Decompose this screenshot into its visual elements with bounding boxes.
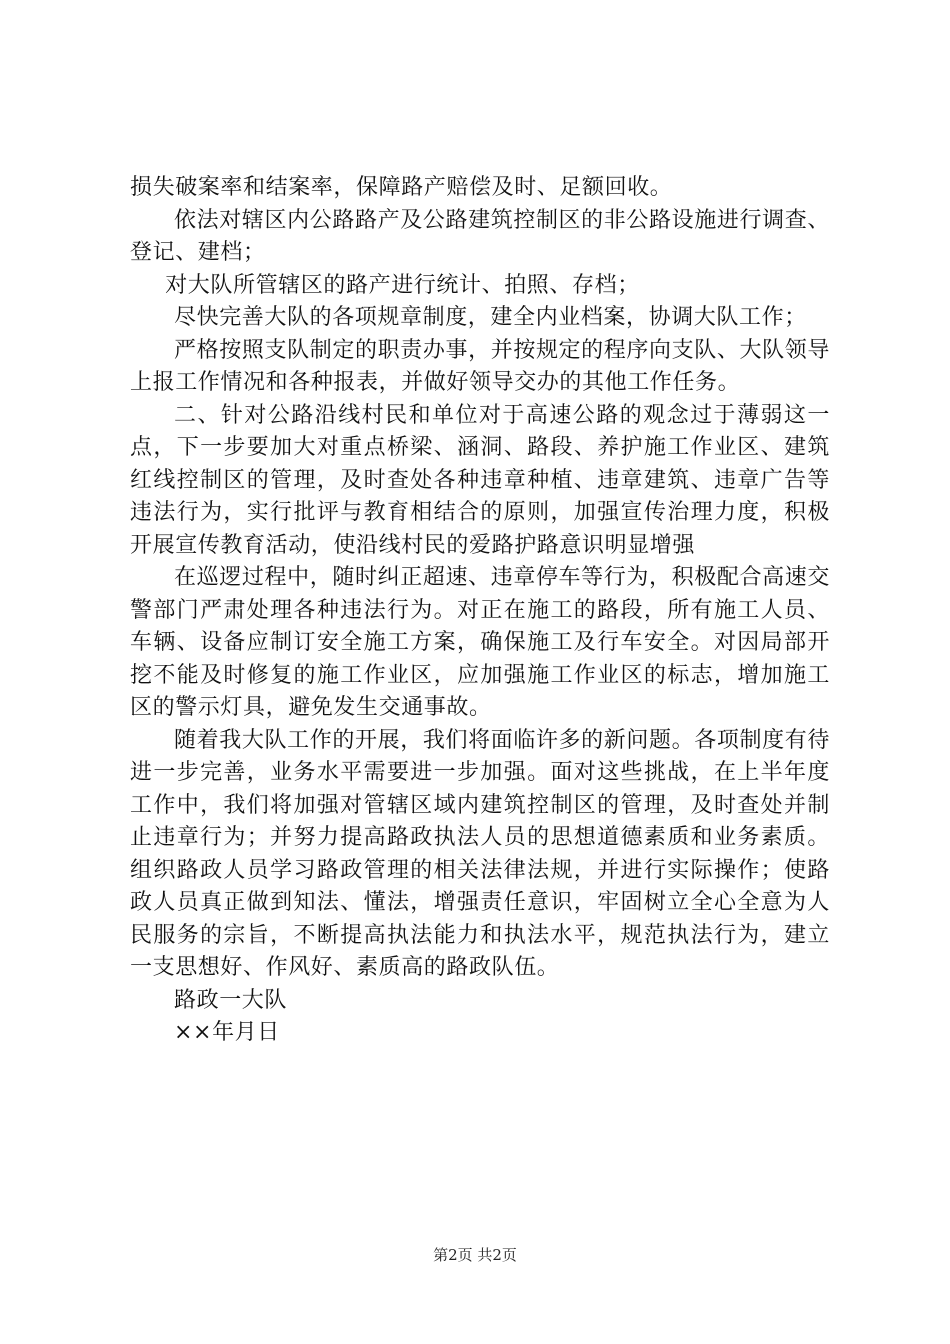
paragraph-2: 依法对辖区内公路路产及公路建筑控制区的非公路设施进行调查、登记、建档； xyxy=(130,207,830,265)
paragraph-5: 严格按照支队制定的职责办事，并按规定的程序向支队、大队领导上报工作情况和各种报表，并做好领导交办的其他工作任务。 xyxy=(130,337,830,395)
paragraph-3: 对大队所管辖区的路产进行统计、拍照、存档； xyxy=(165,272,640,298)
page-footer: 第2页 共2页 xyxy=(433,1246,517,1264)
signature: 路政一大队 xyxy=(174,987,288,1013)
paragraph-8: 随着我大队工作的开展，我们将面临许多的新问题。各项制度有待进一步完善，业务水平需要进一步加强。面对这些挑战，在上半年度工作中，我们将加强对管辖区域内建筑控制区的管理，及时查处并制止违章行为；并努力提高路政执法人员的思想道德素质和业务素质。组织路政人员学习路政管理的相关法律法规，并进行实际操作；使路政人员真正做到知法、懂法，增强责任意识，牢固树立全心全意为人民服务的宗旨，不断提高执法能力和执法水平，规范执法行为，建立一支思想好、作风好、素质高的路政队伍。 xyxy=(130,727,830,980)
paragraph-4: 尽快完善大队的各项规章制度，建全内业档案，协调大队工作； xyxy=(174,305,807,330)
paragraph-6: 二、针对公路沿线村民和单位对于高速公路的观念过于薄弱这一点，下一步要加大对重点桥梁、涵洞、路段、养护施工作业区、建筑红线控制区的管理，及时查处各种违章种植、违章建筑、违章广告等违法行为，实行批评与教育相结合的原则，加强宣传治理力度，积极开展宣传教育活动，使沿线村民的爱路护路意识明显增强 xyxy=(130,402,830,558)
paragraph-7: 在巡逻过程中，随时纠正超速、违章停车等行为，积极配合高速交警部门严肃处理各种违法行为。对正在施工的路段，所有施工人员、车辆、设备应制订安全施工方案，确保施工及行车安全。对因局部开挖不能及时修复的施工作业区，应加强施工作业区的标志，增加施工区的警示灯具，避免发生交通事故。 xyxy=(130,565,830,720)
document-body xyxy=(130,172,830,1050)
paragraph-1: 损失破案率和结案率，保障路产赔偿及时、足额回收。 xyxy=(130,175,673,200)
date-line: ××年月日 xyxy=(174,1020,280,1045)
